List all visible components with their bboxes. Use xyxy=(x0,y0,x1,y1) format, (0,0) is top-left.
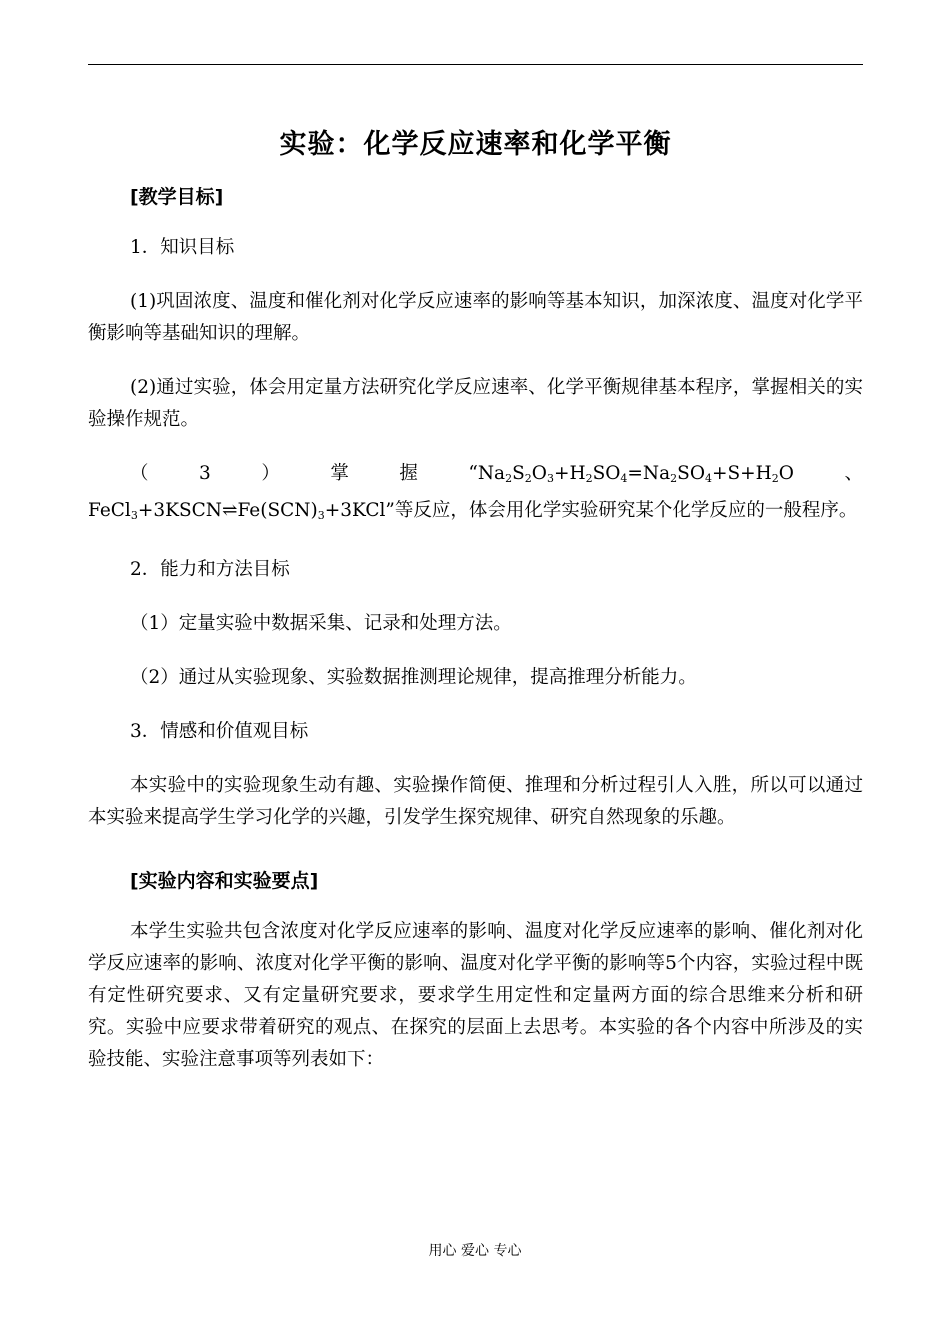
page-footer: 用心 爱心 专心 xyxy=(428,1243,522,1259)
header-rule xyxy=(88,64,863,65)
document-body xyxy=(88,112,863,1076)
ability-goal-item-1: （1）定量实验中数据采集、记录和处理方法。 xyxy=(130,613,512,634)
knowledge-goal-item-1: (1)巩固浓度、温度和催化剂对化学反应速率的影响等基本知识，加深浓度、温度对化学平衡影响等基础知识的理解。 xyxy=(88,291,863,344)
section-teaching-goals-heading: [教学目标] xyxy=(130,186,224,208)
ability-goal-heading: 2．能力和方法目标 xyxy=(130,559,290,580)
document-title: 实验：化学反应速率和化学平衡 xyxy=(279,129,672,160)
equilibrium-arrow-icon: ⇌ xyxy=(221,500,238,521)
knowledge-goal-heading: 1．知识目标 xyxy=(130,237,235,258)
values-goal-text: 本实验中的实验现象生动有趣、实验操作简便、推理和分析过程引人入胜，所以可以通过本实验来提高学生学习化学的兴趣，引发学生探究规律、研究自然现象的乐趣。 xyxy=(88,775,863,828)
knowledge-goal-item-2: (2)通过实验，体会用定量方法研究化学反应速率、化学平衡规律基本程序，掌握相关的实验操作规范。 xyxy=(88,377,863,430)
section-experiment-content-heading: [实验内容和实验要点] xyxy=(130,870,319,892)
knowledge-goal-item-3: （3）掌握“$Na_2S_2O_3+H_2SO_4=Na_2SO_4+S+H_2O$、$FeCl_3+3KSCN\rightleftharpoons Fe(SCN)_3+3KCl$”等反应，体会用化学实验研究某个化学反应的一般程序。 xyxy=(88,463,863,522)
ability-goal-item-2: （2）通过从实验现象、实验数据推测理论规律，提高推理分析能力。 xyxy=(130,667,697,688)
values-goal-heading: 3．情感和价值观目标 xyxy=(130,721,309,742)
experiment-content-text: 本学生实验共包含浓度对化学反应速率的影响、温度对化学反应速率的影响、催化剂对化学反应速率的影响、浓度对化学平衡的影响、温度对化学平衡的影响等5个内容，实验过程中既有定性研究要求、又有定量研究要求，要求学生用定性和定量两方面的综合思维来分析和研究。实验中应要求带着研究的观点、在探究的层面上去思考。本实验的各个内容中所涉及的实验技能、实验注意事项等列表如下： xyxy=(88,921,863,1070)
